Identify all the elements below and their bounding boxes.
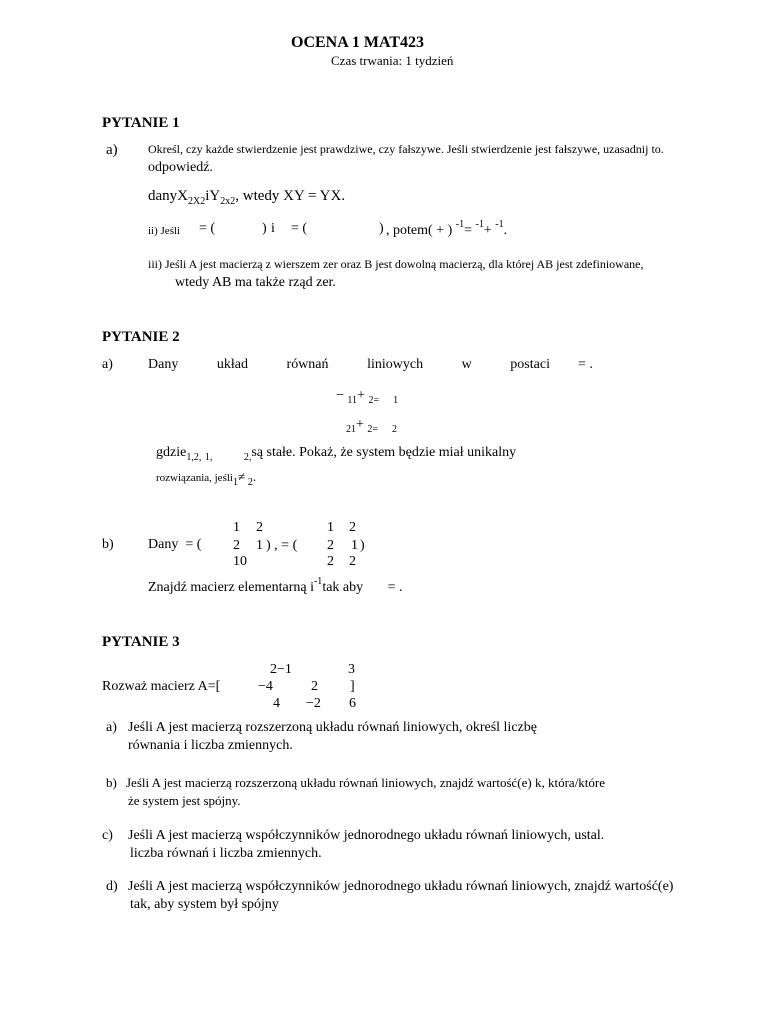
duration-subtitle: Czas trwania: 1 tydzień bbox=[331, 53, 454, 68]
q1-statement-i: $danyX_{2X2}iY_{2x2}$, wtedy XY = YX. bbox=[148, 188, 346, 207]
q3-a-line2: równania i liczba zmiennych. bbox=[128, 738, 293, 753]
q2-b-mat2-r1c1: 1 bbox=[327, 520, 334, 535]
q2-a-sentence: Dany układ równań liniowych w postaci bbox=[148, 357, 550, 372]
q1-a-label: a) bbox=[106, 142, 118, 158]
q3-b-line2: że system jest spójny. bbox=[128, 793, 241, 808]
q2-b-mat1-r2c2: 1 bbox=[256, 538, 263, 553]
q3-matrix-r3c2: −2 bbox=[306, 696, 321, 711]
q2-condition-line: rozwiązania, jeśli1≠ 2. bbox=[156, 469, 257, 488]
q2-b-mat2-r1c2: 2 bbox=[349, 520, 356, 535]
q2-b-mat1-r2c1: 2 bbox=[233, 538, 240, 553]
q2-b-mat1-r1c1: 1 bbox=[233, 520, 240, 535]
q1-ii-label: ii) Jeśli bbox=[148, 225, 181, 237]
q3-matrix-r1c3: 3 bbox=[348, 662, 355, 677]
q1-ii-paren1: ) bbox=[262, 221, 267, 236]
q2-b-mat2-close: ) bbox=[360, 538, 365, 553]
question-1-heading: PYTANIE 1 bbox=[102, 115, 180, 131]
q1-statement-iii-line1: iii) Jeśli A jest macierzą z wierszem zer oraz B jest dowolną macierzą, dla której AB jest zdefiniowane, bbox=[148, 257, 644, 271]
q3-d-label: d) bbox=[106, 879, 118, 894]
q3-d-line2: tak, aby system był spójny bbox=[130, 897, 279, 912]
q1-ii-paren2: ) bbox=[379, 221, 384, 236]
q3-a-label: a) bbox=[106, 720, 117, 735]
q2-b-mat2-r3c1: 2 bbox=[327, 554, 334, 569]
q1-ii-and: i bbox=[271, 221, 275, 236]
q2-equation-2: $_{21}$+ $_{2=}$ $_2$ bbox=[346, 417, 398, 435]
q3-c-line1: Jeśli A jest macierzą współczynników jednorodnego układu równań liniowych, ustal. bbox=[128, 828, 605, 843]
q3-matrix-r3c3: 6 bbox=[349, 696, 356, 711]
q1-answer-word: odpowiedź. bbox=[148, 160, 213, 175]
q2-b-mat2-r2c2: 1 bbox=[351, 538, 358, 553]
q3-a-line1: Jeśli A jest macierzą rozszerzoną układu równań liniowych, określ liczbę bbox=[128, 720, 537, 735]
question-3-heading: PYTANIE 3 bbox=[102, 634, 180, 650]
q2-a-label: a) bbox=[102, 357, 113, 372]
q3-matrix-r3c1: 4 bbox=[273, 696, 280, 711]
document-title: OCENA 1 MAT423 bbox=[291, 34, 425, 51]
q3-matrix-r2c3: ] bbox=[350, 679, 355, 694]
q3-matrix-r2c1: −4 bbox=[258, 679, 273, 694]
q3-c-line2: liczba równań i liczba zmiennych. bbox=[130, 846, 322, 861]
q2-a-eq: = . bbox=[578, 357, 593, 372]
q3-b-line1: Jeśli A jest macierzą rozszerzoną układu równań liniowych, znajdź wartość(e) k, która/które bbox=[126, 775, 606, 790]
q1-instruction: Określ, czy każde stwierdzenie jest prawdziwe, czy fałszywe. Jeśli stwierdzenie jest fałszywe, uzasadnij to. bbox=[148, 142, 664, 156]
q2-b-dany: Dany = ( bbox=[148, 537, 202, 552]
q1-ii-eq1: = ( bbox=[199, 221, 216, 236]
q2-b-mat1-r1c2: 2 bbox=[256, 520, 263, 535]
q3-matrix-r1c1: 2−1 bbox=[270, 662, 292, 677]
q2-b-mat1-close: ) , = ( bbox=[266, 538, 298, 553]
q3-intro: Rozważ macierz A=[ bbox=[102, 679, 221, 694]
q1-ii-eq2: = ( bbox=[291, 221, 308, 236]
q3-matrix-r2c2: 2 bbox=[311, 679, 318, 694]
q2-where-line: gdzie$_{1,2,}$ $_{1,}$ $_{2,}$są stałe. Pokaż, że system będzie miał unikalny bbox=[156, 445, 517, 463]
q3-b-label: b) bbox=[106, 775, 117, 790]
q2-b-mat2-r3c2: 2 bbox=[349, 554, 356, 569]
q2-b-mat2-r2c1: 2 bbox=[327, 538, 334, 553]
q2-b-label: b) bbox=[102, 537, 114, 552]
q1-ii-potem: , potem( + ) $^{-1}$= $^{-1}$+ $^{-1}$. bbox=[386, 219, 508, 238]
question-2-heading: PYTANIE 2 bbox=[102, 329, 180, 345]
q2-equation-1: − $_{11}$+ $_{2=}$ $_1$ bbox=[336, 388, 399, 406]
q3-c-label: c) bbox=[102, 828, 113, 843]
q3-d-line1: Jeśli A jest macierzą współczynników jednorodnego układu równań liniowych, znajdź wartość(e) bbox=[128, 879, 674, 894]
q1-statement-iii-line2: wtedy AB ma także rząd zer. bbox=[175, 275, 336, 290]
q2-b-mat1-r3c1: 10 bbox=[233, 554, 247, 569]
q2-b-task: Znajdź macierz elementarną $i^{-1}tak$ aby = . bbox=[148, 576, 403, 595]
